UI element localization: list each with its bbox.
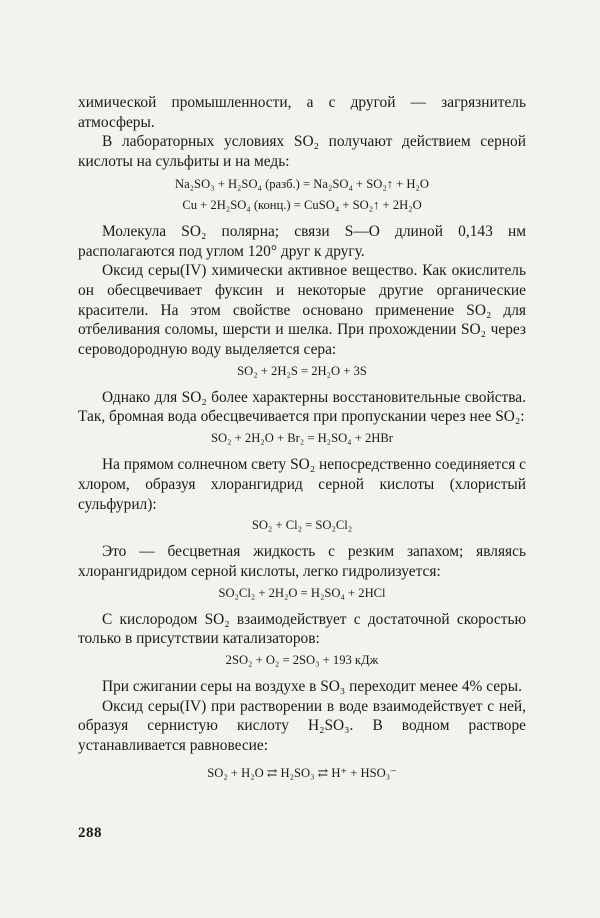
equation-sulfite-reaction: Na₂SO₃ + H₂SO₄ (разб.) = Na₂SO₄ + SO₂↑ + H₂O: [174, 176, 430, 191]
paragraph-reducer-properties: Однако для SO₂ более характерны восстановительные свойства. Так, бромная вода обесцвечивается при пропускании через нее SO₂:: [78, 388, 526, 426]
paragraph-chlorine-reaction: На прямом солнечном свету SO₂ непосредственно соединяется с хлором, образуя хлорангидрид серной кислоты (хлористый сульфурил):: [78, 456, 526, 513]
paragraph-oxidizer-properties: Оксид серы(IV) химически активное вещество. Как окислитель он обесцвечивает фуксин и некоторые другие органические красители. На этом свойстве основано применение SO₂ для отбеливания соломы, шерсти и шелка. При прохождении SO₂ через сероводородную воду выделяется сера:: [78, 262, 526, 359]
paragraph-sulfurous-acid: Оксид серы(IV) при растворении в воде взаимодействует с ней, образуя сернистую кислоту H₂SO₃. В водном растворе устанавливается равновесие:: [78, 697, 526, 755]
equation-oxidation: 2SO₂ + O₂ = 2SO₃ + 193 кДж: [225, 653, 379, 668]
paragraph-oxygen-reaction: С кислородом SO₂ взаимодействует с достаточной скоростью только в присутствии катализаторов:: [78, 610, 526, 648]
paragraph-combustion: При сжигании серы на воздухе в SO₃ переходит менее 4% серы.: [102, 678, 522, 696]
paragraph-molecule-structure: Молекула SO₂ полярна; связи S—O длиной 0,143 нм располагаются под углом 120° друг к другу.: [78, 222, 526, 260]
equation-hydrolysis: SO₂Cl₂ + 2H₂O = H₂SO₄ + 2HCl: [218, 585, 386, 600]
equation-hydrogen-sulfide: SO₂ + 2H₂S = 2H₂O + 3S: [237, 363, 367, 378]
paragraph-continuation: химической промышленности, а с другой — загрязнитель атмосферы.: [78, 94, 526, 131]
text-column: [78, 93, 526, 790]
paragraph-lab-preparation: В лабораторных условиях SO₂ получают действием серной кислоты на сульфиты и на медь:: [78, 133, 526, 171]
equation-equilibrium: SO₂ + H₂O ⇄ H₂SO₃ ⇄ H⁺ + HSO₃⁻: [207, 765, 397, 780]
equation-bromine-water: SO₂ + 2H₂O + Br₂ = H₂SO₄ + 2HBr: [211, 431, 393, 446]
paragraph-hydrolysis: Это — бесцветная жидкость с резким запахом; являясь хлорангидридом серной кислоты, легко гидролизуется:: [78, 543, 526, 580]
equation-sulfuryl-chloride: SO₂ + Cl₂ = SO₂Cl₂: [251, 518, 353, 533]
page-number: 288: [78, 825, 102, 841]
equation-copper-reaction: Cu + 2H₂SO₄ (конц.) = CuSO₄ + SO₂↑ + 2H₂O: [182, 197, 422, 212]
